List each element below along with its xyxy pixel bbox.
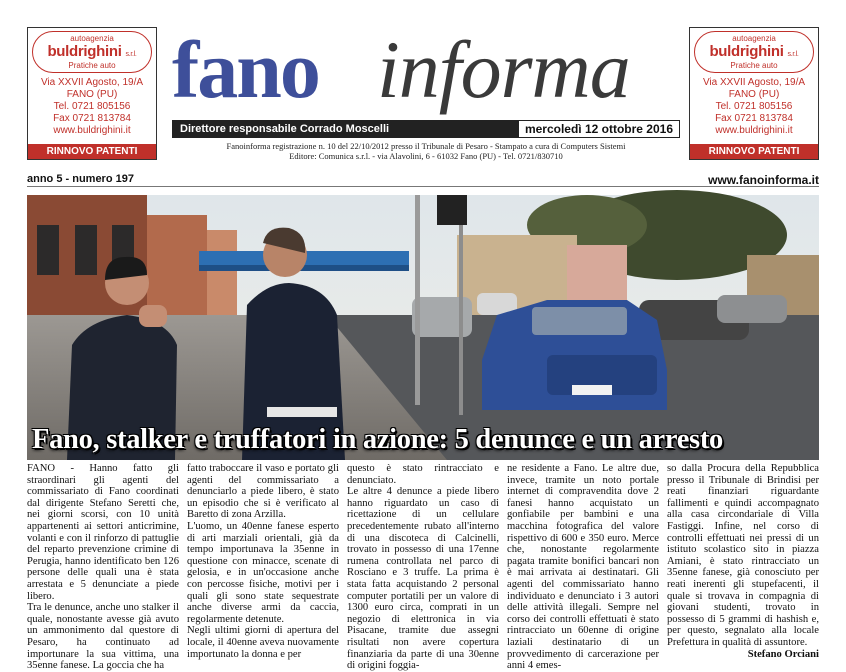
ad-buldrighini-right[interactable] [689, 27, 819, 160]
article-column-3 [347, 463, 499, 672]
paragraph: ne residente a Fano. Le altre due, invece, tramite un noto portale internet di compravendita dove 2 fanesi hanno acquistato un gonfiabile per bambini e una macchina fotografica del valore rispettivo di 600 e 350 euro. Merce che, nonostante regolarmente pagata tramite bonifici bancari non è mai arrivata ai destinatari. Gli agenti del commissariato hanno individuato e denunciato i 3 autori delle attività illegali. Sempre nel corso dei controlli effettuati è stato rintracciato un 60enne di origine laziali destinatario di un provvedimento di carcerazione per anni 4 emes- [507, 463, 659, 672]
ad-contact [690, 77, 818, 137]
ad-web[interactable]: www.buldrighini.it [715, 125, 793, 136]
ad-post: Pratiche auto [730, 61, 778, 70]
masthead-bar [172, 120, 680, 138]
ad-pre: autoagenzia [70, 34, 114, 43]
photo-scene [27, 195, 819, 460]
article-signature: Stefano Orciani [747, 648, 819, 660]
article-column-5 [667, 463, 819, 660]
ad-pre: autoagenzia [732, 34, 776, 43]
ad-brand: buldrighini s.r.l. [709, 43, 799, 60]
article-column-4 [507, 463, 659, 672]
masthead-logo[interactable] [172, 20, 682, 120]
ad-web[interactable]: www.buldrighini.it [53, 125, 131, 136]
paragraph: Negli ultimi giorni di apertura del locale, il 40enne aveva nuovamente importunato la donna e per [187, 625, 339, 660]
ad-post: Pratiche auto [68, 61, 116, 70]
issue-number: anno 5 - numero 197 [27, 173, 134, 185]
paragraph: Le altre 4 denunce a piede libero hanno riguardato un caso di ricettazione di un cellulare precedentemente rubato all'interno di una discoteca di Calcinelli, trovato in possesso di una 17enne rumena controllata nel parco di Rosciano e 3 truffe. La prima è stata fatta acquistando 2 personal computer portatili per un valore di 1300 euro circa, comprati in un negozio di elettronica in via Pisacane, tramite due assegni risultati non avere copertura finanziaria da parte di una 30enne di origini foggia- [347, 486, 499, 672]
ad-logo [32, 31, 152, 73]
ad-address: Via XXVII Agosto, 19/A [40, 77, 144, 88]
ad-tel: Tel. 0721 805156 [53, 101, 131, 112]
paragraph: questo è stato rintracciato e denunciato. [347, 463, 499, 486]
ad-tel: Tel. 0721 805156 [715, 101, 793, 112]
ad-banner: RINNOVO PATENTI [690, 144, 818, 159]
website-link[interactable]: www.fanoinforma.it [708, 173, 819, 187]
registration-line-2: Editore: Comunica s.r.l. - via Alavolini, 6 - 61032 Fano (PU) - Tel. 0721/830710 [289, 151, 563, 161]
masthead-informa: informa [377, 24, 630, 115]
paragraph: so dalla Procura della Repubblica presso il Tribunale di Brindisi per reati finanziari riguardante fallimenti e quindi accompagnato alla casa circondariale di Villa Fastiggi. Infine, nel corso di controlli effettuati nei pressi di un istituto scolastico sito in piazza Amiani, è stato rintracciato un 35enne fanese, già conosciuto per reati inerenti gli stupefacenti, il quale si trovava in compagnia di giovani studenti, trovato in possesso di 5 grammi di hashish e, per questo, segnalato alla locale Prefettura in qualità di assuntore. [667, 463, 819, 648]
ad-banner: RINNOVO PATENTI [28, 144, 156, 159]
ad-address: Via XXVII Agosto, 19/A [702, 77, 806, 88]
article-column-1 [27, 463, 179, 672]
ad-fax: Fax 0721 813784 [53, 113, 131, 124]
article-headline[interactable]: Fano, stalker e truffatori in azione: 5 denunce e un arresto [32, 424, 723, 455]
ad-buldrighini-left[interactable] [27, 27, 157, 160]
ad-brand: buldrighini s.r.l. [47, 43, 137, 60]
paragraph: Tra le denunce, anche uno stalker il quale, nonostante avesse già avuto un ammonimento dal questore di Pesaro, ha continuato ad importunare la sua vittima, una 35enne fanese. La goccia che ha [27, 602, 179, 672]
registration-line-1: Fanoinforma registrazione n. 10 del 22/10/2012 presso il Tribunale di Pesaro - Stampato a cura di Computers Sistemi [226, 141, 626, 151]
article-photo [27, 195, 819, 460]
paragraph: FANO - Hanno fatto gli straordinari gli agenti del commissariato di Fano coordinati dal dirigente Stefano Seretti che, nei giorni scorsi, con 10 unità appartenenti ai settori anticrimine, volanti e con il rinforzo di pattuglie del reparto prevenzione crimine di Perugia, hanno identificato ben 126 persone delle quali una è stata arrestata e 5 denunciate a piede libero. [27, 463, 179, 602]
paragraph: L'uomo, un 40enne fanese esperto di arti marziali orientali, già da tempo importunava la 35enne in questione con minacce, scenate di gelosia, e in un'occasione anche con percosse fisiche, motivi per i quali gli sono state sequestrate anche diverse armi da caccia, regolarmente detenute. [187, 520, 339, 625]
director-line: Direttore responsabile Corrado Moscelli [180, 123, 390, 135]
masthead-fano: fano [172, 24, 319, 115]
issue-date: mercoledì 12 ottobre 2016 [518, 120, 680, 138]
ad-fax: Fax 0721 813784 [715, 113, 793, 124]
article-column-2 [187, 463, 339, 660]
ad-city: FANO (PU) [66, 89, 118, 100]
ad-city: FANO (PU) [728, 89, 780, 100]
ad-contact [28, 77, 156, 137]
issue-line [27, 173, 819, 187]
ad-logo [694, 31, 814, 73]
article-body [27, 463, 819, 672]
registration-info [172, 141, 680, 161]
paragraph: fatto traboccare il vaso e portato gli agenti del commissariato a denunciarlo a piede libero, è stato un episodio che si è verificato al Baretto di zona Arzilla. [187, 463, 339, 521]
